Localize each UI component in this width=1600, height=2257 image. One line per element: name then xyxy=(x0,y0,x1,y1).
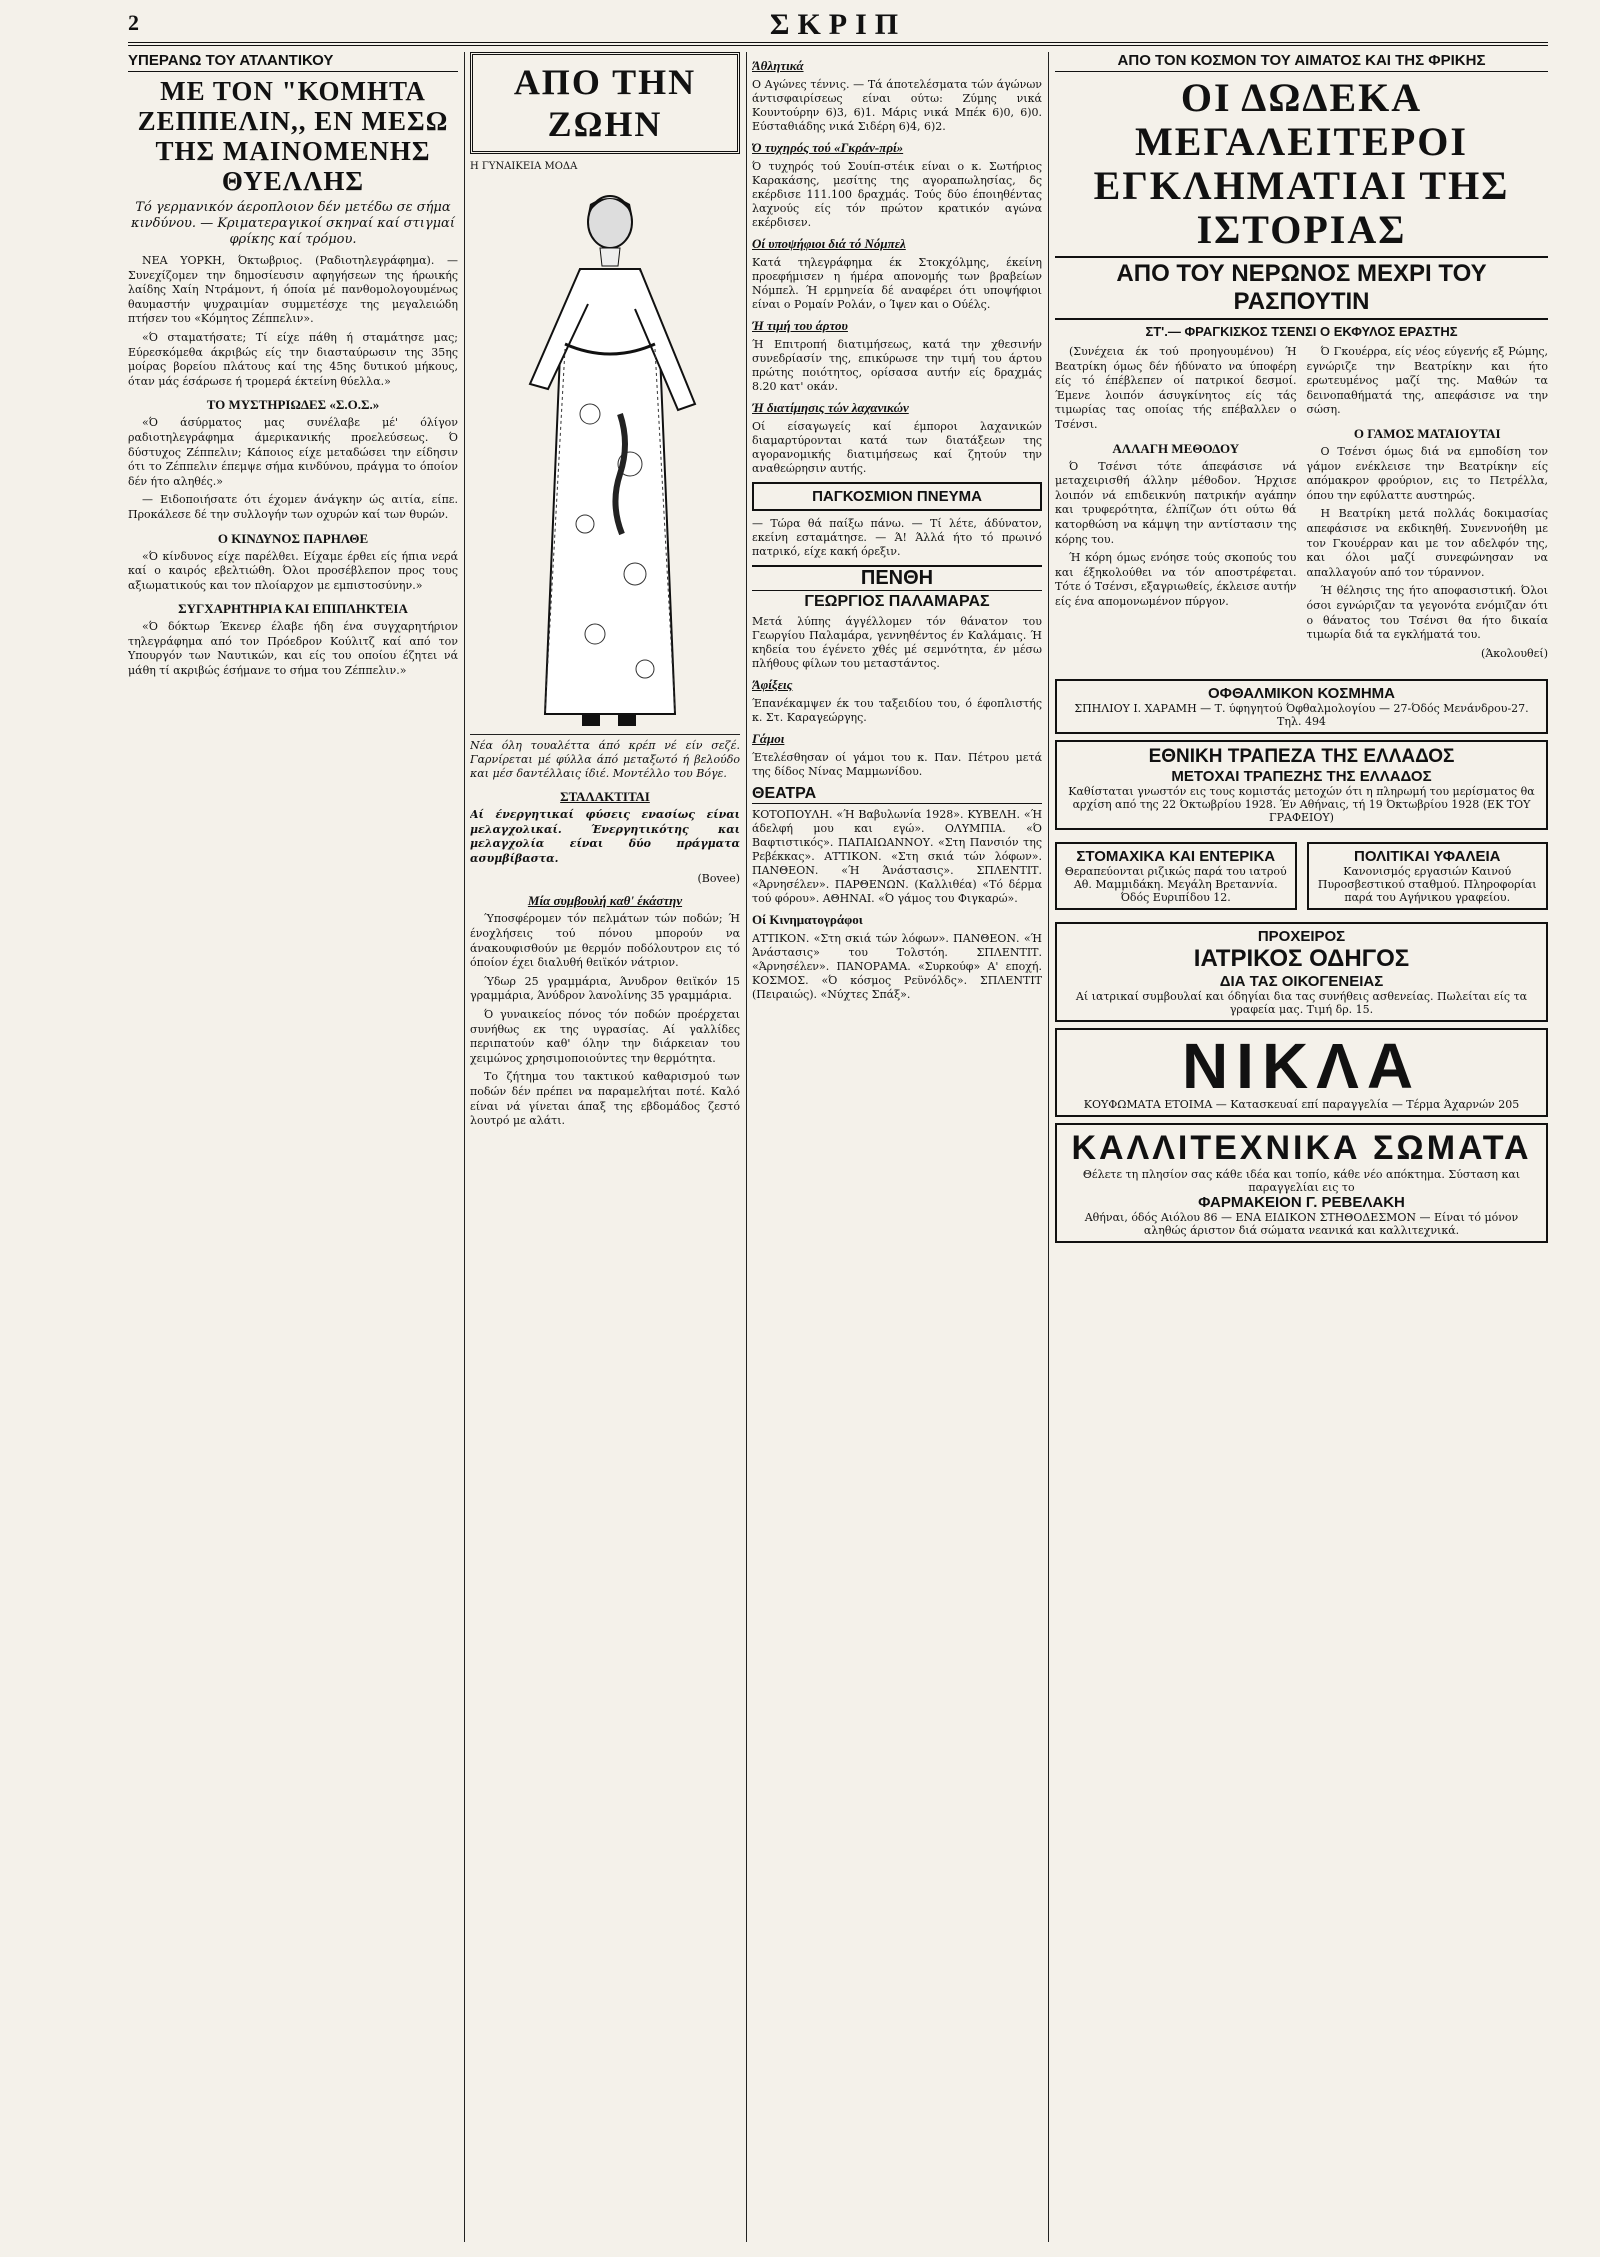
ad-title: ΕΘΝΙΚΗ ΤΡΑΠΕΖΑ ΤΗΣ ΕΛΛΑΔΟΣ xyxy=(1148,746,1455,768)
paragraph: Ή θέλησις της ήτο αποφασιστική. Όλοι όσοι εγνώριζαν τα γεγονότα ενόμιζαν ότι ο θάνατος του Τσένσι θα ήτο δικαία τιμωρία διά τα εγκλήματά του. xyxy=(1306,584,1548,642)
section-heading: Ή διατίμησις τών λαχανικών xyxy=(752,400,909,415)
headline-line-1: ΟΙ ΔΩΔΕΚΑ ΜΕΓΑΛΕΙΤΕΡΟΙ xyxy=(1135,75,1468,164)
column-news-briefs xyxy=(752,52,1042,2242)
ads-row xyxy=(1055,836,1548,916)
headline-line-3: ΑΠΟ ΤΟΥ ΝΕΡΩΝΟΣ ΜΕΧΡΙ ΤΟΥ ΡΑΣΠΟΥΤΙΝ xyxy=(1055,256,1548,320)
quote: Αί ένεργητικαί φύσεις ενασίως είναι μελαγχολικαί. Ένεργητικότης και μελαγχολία είναι δύο πράγματα ασυμβίβαστα. xyxy=(470,808,740,865)
paragraph: Η Βεατρίκη μετά πολλάς δοκιμασίας απεφάσισε να εκδικηθή. Συνεννοήθη με τον Γκουέρραν και με τον αδελφόν της, και όλοι μαζί συνεφώνησαν να απαλλαγούν από τον τύραννον. xyxy=(1306,507,1548,579)
brief: Ό τυχηρός τού Σουίπ-στέικ είναι ο κ. Σωτήριος Καρακάσης, μεσίτης της αγοραπωλησίας, δς εκέρδισε 111.100 δραχμάς. Τούς δύο έποιηθέντας λαχνούς είς τόν πρώτον κρατικόν αγώνα εκέρδισεν. xyxy=(752,160,1042,229)
ad-title: ΠΡΟΧΕΙΡΟΣ xyxy=(1257,928,1346,946)
section-heading: Ό τυχηρός τού «Γκράν-πρί» xyxy=(752,140,904,155)
ad-headline: ΚΑΛΛΙΤΕΧΝΙΚΑ ΣΩΜΑΤΑ xyxy=(1071,1129,1532,1168)
article-body xyxy=(1055,345,1297,667)
subheading: ΣΤΑΛΑΚΤΙΤΑΙ xyxy=(560,789,650,804)
brief: — Τώρα θά παίξω πάνω. — Τί λέτε, άδύνατον, εκείνη εσταμάτησε. — Ά! Άλλά ήτο τό πρωινό πατρικό, είχε κακή όρεξιν. xyxy=(752,517,1042,558)
brief: Έτελέσθησαν οί γάμοι του κ. Παν. Πέτρου μετά της δίδος Νίνας Μαμμωνίδου. xyxy=(752,751,1042,778)
ad-text: Καθίσταται γνωστόν εις τους κομιστάς μετοχών ότι η πληρωμή του μερίσματος θα αρχίση από της 22 Όκτωβρίου 1928. Έν Αθήναις, τή 19 Όκτωβρίου 1928 (ΕΚ ΤΟΥ ΓΡΑΦΕΙΟΥ) xyxy=(1068,785,1535,825)
article-two-columns xyxy=(1055,345,1548,673)
paragraph: Το ζήτημα του τακτικού καθαρισμού των ποδών δέν πρέπει να παραμελήται ποτέ. Καλό είναι νά γίνεται άπαξ της εβδομάδος ζεστό λουτρό με αλάτι. xyxy=(470,1070,740,1128)
paragraph: (Συνέχεια έκ τού προηγουμένου) Ή Βεατρίκη όμως δέν ήδύνατο να ύποφέρη είς τό έπέβλεπεν οί πατρικοί δεσμοί. Έμενε λοιπόν άσυγκίνητος είς τάς τιμωρίας τας οποίας τής επέβαλλεν ο Τσένσι. xyxy=(1055,345,1297,431)
quote-attribution: (Bovee) xyxy=(697,872,740,886)
paragraph: Ό γυναικείος πόνος τόν ποδών προέρχεται συνήθως εκ της υγρασίας. Αί γαλλίδες περιπατούν καθ' όλην την διάρκειαν του χειμώνος χρησιμοποιούντες την θερμότητα. xyxy=(470,1007,740,1065)
section-heading: Ή τιμή του άρτου xyxy=(752,318,848,333)
column-rule xyxy=(1048,52,1049,2242)
subheading: ΣΥΓΧΑΡΗΤΗΡΙΑ ΚΑΙ ΕΠΙΠΛΗΚΤΕΙΑ xyxy=(178,601,408,617)
newspaper-name: ΣΚΡΙΠ xyxy=(769,8,907,41)
subheading: ΤΟ ΜΥΣΤΗΡΙΩΔΕΣ «Σ.Ο.Σ.» xyxy=(206,397,380,413)
ad-text: Αθήναι, όδός Αιόλου 86 — ΕΝΑ ΕΙΔΙΚΟΝ ΣΤΗΘΟΔΕΣΜΟΝ — Είναι τό μόνον αληθώς άριστον διά σώματα νεανικά και καλλιτεχνικά. xyxy=(1084,1211,1519,1238)
ad-subtitle: ΔΙΑ ΤΑΣ ΟΙΚΟΓΕΝΕΙΑΣ xyxy=(1219,973,1384,991)
brief: Έπανέκαμψεν έκ του ταξειδίου του, ό έφοπλιστής κ. Στ. Καραγεώργης. xyxy=(752,697,1042,724)
ad-text: ΚΟΥΦΩΜΑΤΑ ΕΤΟΙΜΑ — Κατασκευαί επί παραγγελία — Τέρμα Άχαρνών 205 xyxy=(1083,1098,1520,1112)
paragraph: — Ειδοποιήσατε ότι έχομεν άνάγκην ώς αιτία, είπε. Προκάλεσε δέ την συλλογήν των οχυρών καί των θυρών. xyxy=(128,493,458,521)
paragraph: «Ό άσύρματος μας συνέλαβε μέ' όλίγον ραδιοτηλεγράφημα άμερικανικής προελεύσεως. Ό δύστυχος Ζέππελιν; Κάποιος είχε μεταδώσει την είδησιν ότι το Ζέππελιν έπεμψε σήμα κινδύνου, πράγμα το όποίον δέν ήτο αληθές.» xyxy=(128,416,458,488)
section-title-box xyxy=(470,52,740,154)
illustration-caption: Νέα όλη τουαλέττα άπό κρέπ νέ είν σεζέ. Γαρνίρεται μέ φύλλα άπό μεταξωτό ή βελούδο και μέσ δαντέλλαις ίδιέ. Μοντέλλο του Βόγε. xyxy=(470,739,740,780)
illustration-label: Η ΓΥΝΑΙΚΕΙΑ ΜΟΔΑ xyxy=(470,161,578,172)
column-from-life xyxy=(470,52,740,2242)
episode-subtitle: ΣΤ'.— ΦΡΑΓΚΙΣΚΟΣ ΤΣΕΝΣΙ Ο ΕΚΦΥΛΟΣ ΕΡΑΣΤΗΣ xyxy=(1145,324,1458,339)
obituary-name: ΓΕΩΡΓΙΟΣ ΠΑΛΑΜΑΡΑΣ xyxy=(804,593,990,610)
column-criminals-and-ads xyxy=(1055,52,1548,2242)
column-rule xyxy=(746,52,747,2242)
ad-title: ΣΤΟΜΑΧΙΚΑ ΚΑΙ ΕΝΤΕΡΙΚΑ xyxy=(1076,848,1276,866)
ad-medical-guide xyxy=(1055,922,1548,1022)
article-body xyxy=(1307,345,1549,667)
box-world-spirit xyxy=(752,482,1042,511)
paragraph: «Ό κίνδυνος είχε παρέλθει. Είχαμε έρθει είς ήπια νερά καί ο καιρός εβελτιώθη. Όλοι προσέβλεπον προς τους αξιωματικούς και τον πλοίαρχον με εμπιστοσύνην.» xyxy=(128,549,458,592)
ad-text: Θεραπεύονται ριζικώς παρά του ιατρού Αθ. Μαμμιδάκη. Μεγάλη Βρεταννία. Όδός Ευριπίδου 12. xyxy=(1064,865,1287,905)
theatres-heading: ΘΕΑΤΡΑ xyxy=(752,785,1042,804)
ad-title: ΟΦΘΑΛΜΙΚΟΝ ΚΟΣΜΗΜΑ xyxy=(1207,685,1396,703)
paragraph: «Ό σταματήσατε; Τί είχε πάθη ή σταμάτησε μας; Εύρεσκόμεθα άκριβώς είς την διασταύρωσιν της 35ης μοίρας βορείου πλάτους καί της 45ης δυτικού μήκους, όταν μάς έσάρωσε ή τρομερά έκτείνη θύελλα.» xyxy=(128,330,458,388)
kicker: ΥΠΕΡΑΝΩ ΤΟΥ ΑΤΛΑΝΤΙΚΟΥ xyxy=(128,52,458,72)
brief: Οί είσαγωγείς καί έμποροι λαχανικών διαμαρτύρονται κατά των διατάξεων της αγορανομικής διατιμήσεως καί ζητούν την αναθεώρησιν αυτής. xyxy=(752,420,1042,475)
section-heading: Γάμοι xyxy=(752,731,785,746)
ad-headline: ΝΙΚΛΑ xyxy=(1181,1030,1422,1103)
ad-headline: ΙΑΤΡΙΚΟΣ ΟΔΗΓΟΣ xyxy=(1193,945,1410,973)
subheading: Ο ΓΑΜΟΣ ΜΑΤΑΙΟΥΤΑΙ xyxy=(1353,425,1501,441)
paragraph: Ό Τσένσι τότε άπεφάσισε νά μεταχειρισθή άλλην μέθοδον. Ήρχισε λοιπόν νά επιδεικνύη πατρικήν αγάπην και τρυφερότητα, έλπίζων ότι ούτω θά κατορθώση να κάμψη την αντίστασιν της κόρης του. xyxy=(1055,459,1297,546)
box-title: ΠΑΓΚΟΣΜΙΟΝ ΠΝΕΥΜΑ xyxy=(812,488,982,505)
article-body xyxy=(128,254,458,679)
ad-artistic-bodies xyxy=(1055,1123,1548,1243)
section-title: ΑΠΟ ΤΗΝ ΖΩΗΝ xyxy=(513,62,697,144)
article-zeppelin xyxy=(128,52,458,2242)
ad-nikla xyxy=(1055,1028,1548,1117)
ad-text: Αί ιατρικαί συμβουλαί και όδηγίαι δια τας συνήθεις ασθενείας. Πωλείται είς τα γραφεία μας. Τιμή δρ. 15. xyxy=(1075,990,1528,1017)
paragraph: «Ό δόκτωρ Έκενερ έλαβε ήδη ένα συγχαρητήριον τηλεγράφημα από τον Πρόεδρον Κούλιτζ καί από τον Υπουργόν των Ναυτικών, και είς του οποίου έζητει νά μάθη τί ακριβώς έσήμανε το σήμα του Ζέππελιν.» xyxy=(128,620,458,678)
obituary-text: Μετά λύπης άγγέλλομεν τόν θάνατον του Γεωργίου Παλαμάρα, γεννηθέντος έν Καλάμαις. Ή κηδεία του έγένετο χθές μέ σεμνότητα, έν μέσω πλήθους φίλων του μεταστάντος. xyxy=(752,615,1042,670)
headline: ΜΕ ΤΟΝ "ΚΟΜΗΤΑ ΖΕΠΠΕΛΙΝ,, ΕΝ ΜΕΣΩ ΤΗΣ ΜΑΙΝΟΜΕΝΗΣ ΘΥΕΛΛΗΣ xyxy=(137,76,449,196)
column-rule xyxy=(464,52,465,2242)
paragraph: Ύδωρ 25 γραμμάρια, Άνυδρον θειϊκόν 15 γραμμάρια, Άνύδρον λανολίνης 35 γραμμάρια. xyxy=(470,974,740,1003)
fashion-illustration xyxy=(470,174,740,735)
section-heading: Άφίξεις xyxy=(752,677,793,692)
ad-subtitle: ΜΕΤΟΧΑΙ ΤΡΑΠΕΖΗΣ ΤΗΣ ΕΛΛΑΔΟΣ xyxy=(1171,768,1432,786)
masthead xyxy=(128,8,1548,46)
section-heading: Άθλητικά xyxy=(752,58,804,73)
ad-stomach xyxy=(1055,842,1297,910)
theatre-listings: ΚΟΤΟΠΟΥΛΗ. «Ή Βαβυλωνία 1928». ΚΥΒΕΛΗ. «Ή άδελφή μου και εγώ». ΟΛΥΜΠΙΑ. «Ό Βαφτιστικός». ΠΑΠΑΙΩΑΝΝΟΥ. «Στη Πανσιόν της Ρεβέκκας». ΑΤΤΙΚΟΝ. «Στη σκιά τών λόφων». ΠΑΝΘΕΟΝ. «Ή Άνάστασις». ΣΠΛΕΝΤΙΤ. «Άρνησέλεν». ΠΑΡΘΕΝΩΝ. (Καλλιθέα) «Τό δέρμα τού φόρου». ΑΘΗΝΑΙ. «Ό γάμος του Φιγκαρώ». xyxy=(752,808,1042,905)
cinema-listings: ΑΤΤΙΚΟΝ. «Στη σκιά τών λόφων». ΠΑΝΘΕΟΝ. «Ή Άνάστασις» του Τολστόη. ΣΠΛΕΝΤΙΤ. «Άρνησέλεν». ΠΑΝΟΡΑΜΑ. «Συρκούφ» Α' εποχή. ΚΟΣΜΟΣ. «Ό κόσμος Ρεϋνόλδς». ΣΠΛΕΝΤΙΤ (Πειραιώς). «Νύχτες Σπάξ». xyxy=(752,932,1042,1001)
continued-note: (Άκολουθεί) xyxy=(1481,646,1548,660)
deck: Τό γερμανικόν άεροπλοιον δέν μετέδω σε σήμα κινδύνου. — Κριματεραγικοί σκηναί καί στιγμαί φρίκης καί τρόμου. xyxy=(131,200,455,247)
subheading: Μία συμβουλή καθ' έκάστην xyxy=(527,893,683,909)
paragraph: ΝΕΑ ΥΟΡΚΗ, Όκτωβριος. (Ραδιοτηλεγράφημα). — Συνεχίζομεν την δημοσίευσιν αφηγήσεων της ήρωικής λαίδης Χαίη Ντράμοντ, ή όποία μέ πανθομολογουμένως θαυμαστήν ψυχραιμίαν συμμετέσχε της μεγαλειώδη πτήσεν του «Κόμητος Ζέππελιν». xyxy=(128,254,458,326)
ad-text: Θέλετε τη πλησίον σας κάθε ιδέα και τοπίο, κάθε νέο απόκτημα. Σύσταση και παραγγελίαι εις το xyxy=(1082,1168,1521,1195)
ad-text: ΣΠΗΛΙΟΥ Ι. ΧΑΡΑΜΗ — Τ. ύφηγητού Όφθαλμολογίου — 27-Όδός Μενάνδρου-27. Τηλ. 494 xyxy=(1074,702,1529,729)
ad-title: ΠΟΛΙΤΙΚΑΙ ΥΦΑΛΕΙΑ xyxy=(1353,848,1501,866)
ad-text: Κανονισμός εργασιών Καινού Πυροσβεστικού σταθμού. Πληροφορίαι παρά του Αγήνικου γραφείου. xyxy=(1317,865,1537,905)
paragraph: Ύποσφέρομεν τόν πελμάτων τών ποδών; Ή ένοχλήσεις τού πόνου μπορούν να άνακουφισθούν με θερμόν ποδόλουτρον εις τό όποίον έχει διαλυθή θειϊκόν νάτριον. xyxy=(470,912,740,970)
obituary-heading: ΠΕΝΘΗ xyxy=(752,565,1042,591)
brief: Κατά τηλεγράφημα έκ Στοκχόλμης, έκείνη προεφήμισεν η ήμέρα απονομής των βραβείων Νόμπελ. Ή ερμηνεία δέ αναφέρει ότι υποψήφιοι είναι ο Ρομαίν Ρολάν, ο Ίψεν και ο Ούέλς. xyxy=(752,256,1042,311)
fashion-figure-image xyxy=(470,174,740,734)
cinemas-heading: Οί Κινηματογράφοι xyxy=(752,912,863,927)
ad-ophthalmic xyxy=(1055,679,1548,734)
page-number: 2 xyxy=(128,10,139,35)
subheading: Ο ΚΙΝΔΥΝΟΣ ΠΑΡΗΛΘΕ xyxy=(217,530,369,546)
article-body xyxy=(470,912,740,1128)
section-heading: Οί υποψήφιοι διά τό Νόμπελ xyxy=(752,236,906,251)
subheading: ΑΛΛΑΓΗ ΜΕΘΟΔΟΥ xyxy=(1112,440,1240,456)
paragraph: Ό Γκουέρρα, είς νέος εύγενής εξ Ρώμης, εγνώριζε την Βεατρίκην και ήτο ερωτευμένος μαζί της. Μαθών τα δεινοπαθήματά της, απεφάσισε να την σώση. xyxy=(1306,345,1548,417)
kicker: ΑΠΟ ΤΟΝ ΚΟΣΜΟΝ ΤΟΥ ΑΙΜΑΤΟΣ ΚΑΙ ΤΗΣ ΦΡΙΚΗΣ xyxy=(1055,52,1548,72)
brief: Ο Αγώνες τέννις. — Τά άποτελέσματα τών άγώνων άντισφαιρίσεως είναι ούτω: Ζύμης νικά Κουντούρην 6)3, 6)1. Μάρις νικά Μπέκ 6)0, 6)0. Εύσταθιάδης νικά Σιδέρη 6)4, 6)2. xyxy=(752,78,1042,133)
paragraph: Ή κόρη όμως ενόησε τούς σκοπούς του και έξηκολούθει να τόν αποστρέφεται. Τότε ό Τσένσι, εξαγριωθείς, έκλεισε αυτήν είς ένα απομονωμένον πύργον. xyxy=(1055,551,1297,608)
paragraph: Ο Τσένσι όμως διά να εμποδίση τον γάμον ενέκλεισε την Βεατρίκην είς απόμακρον φρούριον, εις το Πετρέλλα, όπου την εφύλαττε αυστηρώς. xyxy=(1306,444,1548,502)
headline-line-2: ΕΓΚΛΗΜΑΤΙΑΙ ΤΗΣ ΙΣΤΟΡΙΑΣ xyxy=(1093,163,1510,252)
ad-national-bank xyxy=(1055,740,1548,830)
ad-civil xyxy=(1307,842,1549,910)
brief: Ή Επιτροπή διατιμήσεως, κατά την χθεσινήν συνεδρίασίν της, επικύρωσε την τιμή του άρτου πρώτης ποιότητος, ορίσασα αυτήν είς δραχμάς 8.20 κατ' οκάν. xyxy=(752,338,1042,393)
ad-title: ΦΑΡΜΑΚΕΙΟΝ Γ. ΡΕΒΕΛΑΚΗ xyxy=(1198,1194,1405,1212)
